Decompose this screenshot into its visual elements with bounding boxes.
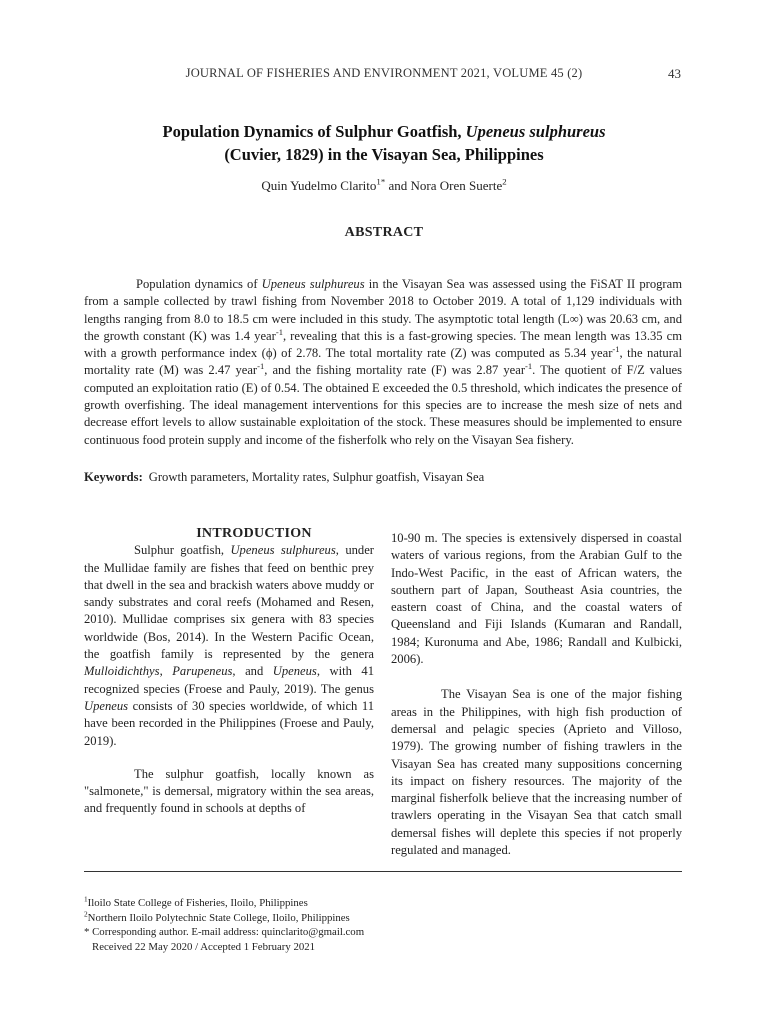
title-line1-text: Population Dynamics of Sulphur Goatfish, bbox=[162, 122, 466, 141]
author-joiner: and bbox=[385, 178, 411, 193]
footnote-marker: 2 bbox=[84, 908, 88, 918]
genus-name: Mulloidichthys bbox=[84, 664, 160, 679]
abstract-body bbox=[84, 276, 682, 449]
body-text: Sulphur goatfish, bbox=[134, 543, 231, 558]
footnote-divider bbox=[84, 871, 682, 872]
abstract-paragraph bbox=[84, 276, 682, 449]
genus-name: Upeneus bbox=[272, 664, 317, 679]
abstract-text: . The quotient of F/Z values computed an exploitation ratio (E) of 0.54. The obtained E exceeded the 0.5 threshold, which indicates the presence of growth overfishing. The ideal management interventions for this species are to increase the mesh size of nets and decrease effort levels to allow sustainable exploitation of the stock. These measures should be implemented to ensure continuous food protein supply and income of the fisherfolk who rely on the Visayan Sea fishery. bbox=[84, 363, 682, 447]
intro-paragraph-3: The Visayan Sea is one of the major fishing areas in the Philippines, with high fish production of demersal and pelagic species (Aprieto and Villoso, 1979). The growing number of fishing trawlers in the Visayan Sea has created many suppositions concerning its impact on fishery resources. The majority of the marginal fisherfolk believe that the increasing number of trawlers operating in the Visayan Sea that catch small demersal fishes will deplete this species if not properly regulated and managed. bbox=[391, 687, 682, 858]
abstract-superscript: -1 bbox=[612, 344, 620, 354]
paper-title bbox=[84, 120, 684, 166]
running-header: JOURNAL OF FISHERIES AND ENVIRONMENT 2021, VOLUME 45 (2) bbox=[185, 66, 583, 80]
author-2-affiliation: 2 bbox=[502, 176, 507, 187]
body-text: , bbox=[159, 664, 173, 679]
abstract-heading: ABSTRACT bbox=[344, 225, 424, 240]
abstract-superscript: -1 bbox=[275, 326, 283, 337]
intro-paragraph-2: The sulphur goatfish, locally known as "salmonete," is demersal, migratory within the sea areas, and frequently found in schools at depths of bbox=[84, 766, 374, 816]
intro-paragraph-1 bbox=[84, 542, 374, 750]
footnotes bbox=[84, 896, 682, 954]
body-text: , under the Mullidae family are fishes that feed on benthic prey that dwell in the sea and brackish waters above muddy or sandy substrates and coral reefs (Mohamed and Resen, 2010). Mullidae comprises six genera with 83 species worldwide (Bos, 2014). In the Western Pacific Ocean, the goatfish family is represented by the genera bbox=[84, 543, 374, 662]
keywords-line bbox=[84, 470, 682, 485]
author-list bbox=[84, 178, 684, 194]
footnote-text: Northern Iloilo Polytechnic State College, Iloilo, Philippines bbox=[87, 911, 350, 924]
title-line2-text: (Cuvier, 1829) in the Visayan Sea, Philippines bbox=[224, 145, 544, 164]
footnote-corresponding-author: * Corresponding author. E-mail address: quinclarito@gmail.com bbox=[84, 926, 365, 938]
abstract-text: in the Visayan Sea was assessed using the FiSAT II program from a sample collected by trawl fishing from November 2018 to October 2019. A total of 1,129 individuals with lengths ranging from 8.0 to 18.5 cm were included in this study. The asymptotic total length (L∞) was 20.63 cm, and the growth constant (K) was 1.4 year bbox=[84, 277, 683, 343]
left-column bbox=[84, 525, 374, 818]
introduction-heading: INTRODUCTION bbox=[196, 526, 312, 541]
abstract-text: , revealing that this is a fast-growing species. The mean length was 13.35 cm with a growth performance index (ϕ) of 2.78. The total mortality rate (Z) was computed as 5.34 year bbox=[84, 328, 683, 361]
right-column bbox=[391, 530, 682, 859]
footnote-affiliation-1 bbox=[84, 896, 682, 911]
abstract-superscript: -1 bbox=[257, 361, 265, 372]
footnote-text: Iloilo State College of Fisheries, Iloilo, Philippines bbox=[87, 897, 308, 909]
author-1: Quin Yudelmo Clarito bbox=[261, 178, 377, 193]
species-name: Upeneus sulphureus bbox=[230, 543, 336, 558]
author-2: Nora Oren Suerte bbox=[410, 178, 503, 193]
footnote-affiliation-2 bbox=[84, 908, 682, 926]
abstract-text: , and the fishing mortality rate (F) was 2.87 year bbox=[264, 363, 526, 378]
abstract-text: Population dynamics of bbox=[136, 277, 262, 291]
genus-name: Parupeneus bbox=[172, 664, 233, 679]
body-text: , and bbox=[232, 664, 273, 679]
abstract-superscript: -1 bbox=[525, 361, 533, 372]
footnote-received-accepted: Received 22 May 2020 / Accepted 1 February 2021 bbox=[92, 940, 316, 953]
abstract-text: , the natural mortality rate (M) was 2.47 year bbox=[84, 346, 682, 378]
intro-paragraph-2-continued: 10-90 m. The species is extensively dispersed in coastal waters of various regions, from the Arabian Gulf to the Indo-West Pacific, in the east of African waters, the southern part of Japan, Southeast Asia countries, the eastern coast of China, and the coastal waters of Queensland and Fiji Islands (Kumaran and Randall, 1984; Kuronuma and Abe, 1986; Randall and Kulbicki, 2006). bbox=[391, 531, 682, 667]
abstract-species-name: Upeneus sulphureus bbox=[261, 277, 365, 291]
title-species-name: Upeneus sulphureus bbox=[465, 122, 606, 141]
footnote-marker: 1 bbox=[84, 894, 88, 904]
body-text: , with 41 recognized species (Froese and Pauly, 2019). The genus bbox=[84, 664, 374, 696]
body-text: consists of 30 species worldwide, of which 11 have been recorded in the Philippines (Froese and Pauly, 2019). bbox=[84, 698, 374, 748]
keywords-label: Keywords: bbox=[84, 470, 143, 484]
genus-name: Upeneus bbox=[84, 698, 129, 713]
author-1-affiliation: 1* bbox=[376, 176, 386, 187]
keywords-text: Growth parameters, Mortality rates, Sulphur goatfish, Visayan Sea bbox=[148, 470, 485, 484]
page-number: 43 bbox=[668, 66, 681, 81]
